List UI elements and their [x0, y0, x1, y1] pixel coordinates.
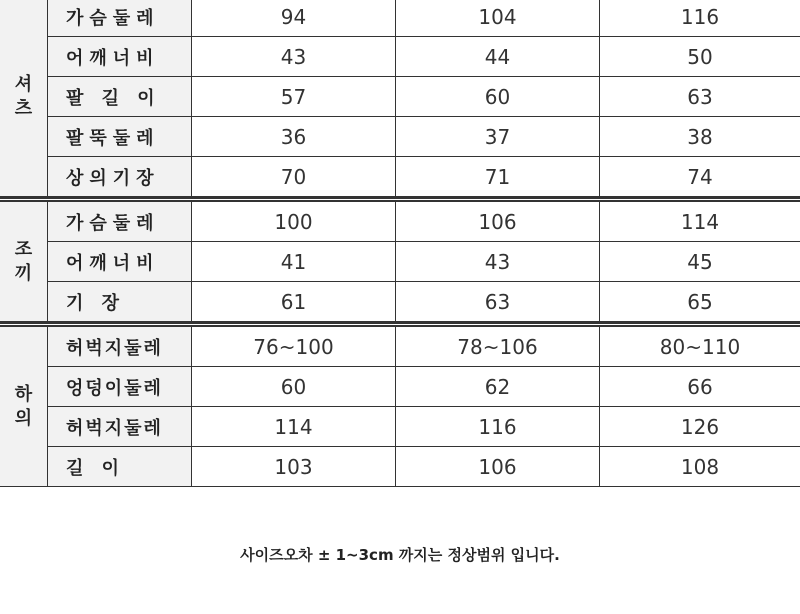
- table-row: [48, 77, 800, 117]
- row-label: 팔뚝둘레: [48, 117, 192, 156]
- value-cell: 106: [396, 202, 600, 241]
- row-label: 상의기장: [48, 157, 192, 196]
- value-cell: 78~106: [396, 327, 600, 366]
- table-row: [48, 37, 800, 77]
- table-row: [48, 407, 800, 447]
- value-cell: 114: [192, 407, 396, 446]
- value-cell: 104: [396, 0, 600, 36]
- value-cell: 100: [192, 202, 396, 241]
- value-cell: 66: [687, 374, 713, 399]
- value-cell: 71: [396, 157, 600, 196]
- section-pants: [0, 322, 800, 487]
- value-cell: 116: [680, 4, 720, 29]
- value-cell: 60: [192, 367, 396, 406]
- row-label: 허벅지둘레: [48, 327, 192, 366]
- category-label: 셔츠: [14, 73, 33, 119]
- table-row: [48, 367, 800, 407]
- value-cell: 50: [687, 44, 713, 69]
- value-cell: 37: [396, 117, 600, 156]
- row-label: 기 장: [48, 282, 192, 321]
- row-label: 가슴둘레: [48, 0, 192, 36]
- category-cell: [0, 202, 48, 321]
- value-cell: 41: [192, 242, 396, 281]
- value-cell: 76~100: [192, 327, 396, 366]
- table-row: [48, 0, 800, 37]
- table-row: [48, 202, 800, 242]
- row-label: 팔 길 이: [48, 77, 192, 116]
- value-cell: 44: [396, 37, 600, 76]
- size-tolerance-note: 사이즈오차 ± 1~3cm 까지는 정상범위 입니다.: [240, 546, 560, 564]
- value-cell: 114: [680, 209, 720, 234]
- value-cell: 74: [687, 164, 713, 189]
- value-cell: 80~110: [659, 334, 741, 359]
- category-cell: [0, 0, 48, 196]
- table-row: [48, 157, 800, 196]
- value-cell: 108: [680, 454, 720, 479]
- value-cell: 36: [192, 117, 396, 156]
- table-row: [48, 282, 800, 321]
- value-cell: 63: [687, 84, 713, 109]
- value-cell: 94: [192, 0, 396, 36]
- value-cell: 63: [396, 282, 600, 321]
- section-shirt: [0, 0, 800, 197]
- value-cell: 43: [396, 242, 600, 281]
- row-label: 어깨너비: [48, 37, 192, 76]
- table-row: [48, 117, 800, 157]
- value-cell: 45: [687, 249, 713, 274]
- table-row: [48, 242, 800, 282]
- category-cell: [0, 327, 48, 486]
- value-cell: 106: [396, 447, 600, 486]
- table-row: [48, 327, 800, 367]
- row-label: 길 이: [48, 447, 192, 486]
- category-label: 조끼: [14, 238, 33, 284]
- value-cell: 126: [680, 414, 720, 439]
- value-cell: 60: [396, 77, 600, 116]
- value-cell: 61: [192, 282, 396, 321]
- row-label: 허벅지둘레: [48, 407, 192, 446]
- row-label: 가슴둘레: [48, 202, 192, 241]
- section-vest: [0, 197, 800, 322]
- row-label: 엉덩이둘레: [48, 367, 192, 406]
- value-cell: 65: [687, 289, 713, 314]
- value-cell: 116: [396, 407, 600, 446]
- row-label: 어깨너비: [48, 242, 192, 281]
- category-label: 하의: [14, 383, 33, 429]
- value-cell: 103: [192, 447, 396, 486]
- table-row: [48, 447, 800, 486]
- value-cell: 43: [192, 37, 396, 76]
- value-cell: 38: [687, 124, 713, 149]
- value-cell: 62: [396, 367, 600, 406]
- value-cell: 57: [192, 77, 396, 116]
- value-cell: 70: [192, 157, 396, 196]
